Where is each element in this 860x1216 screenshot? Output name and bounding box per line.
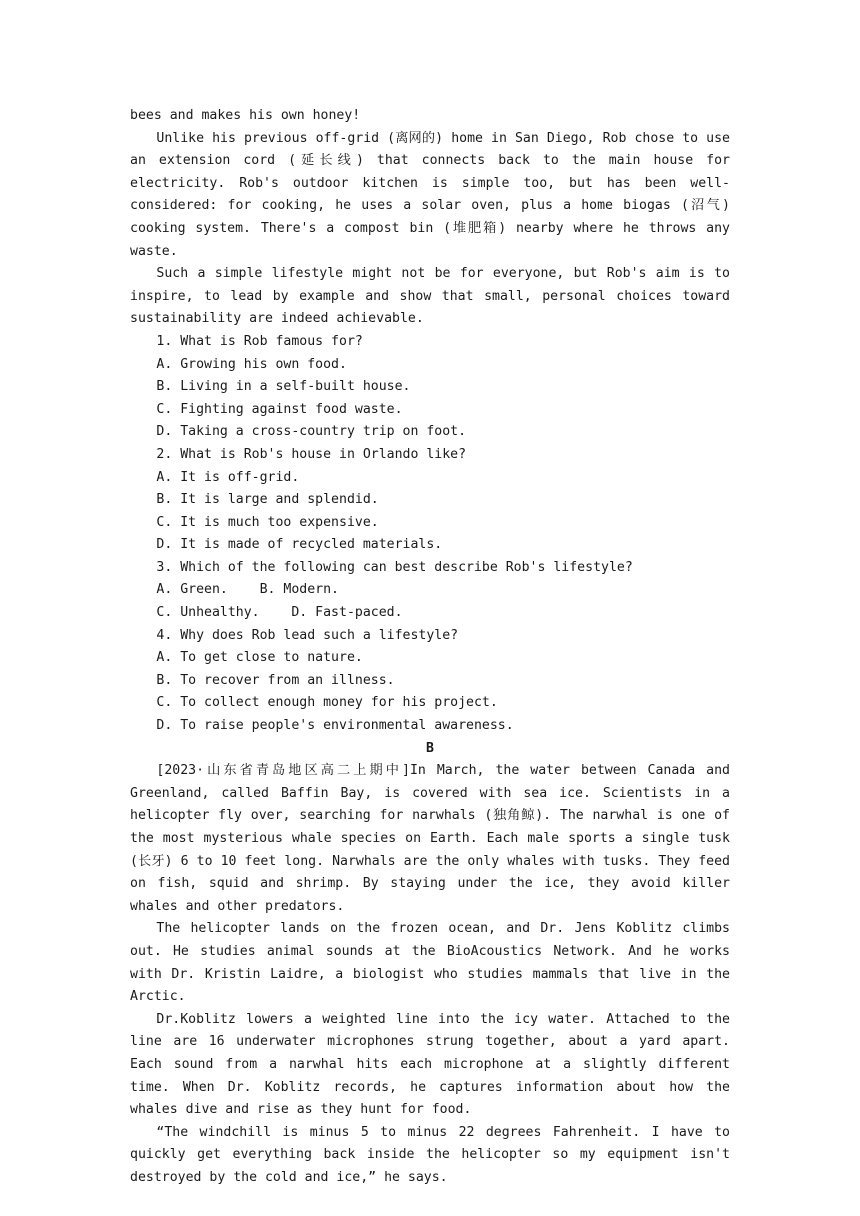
passage-b-paragraph: [2023·山东省青岛地区高二上期中]In March, the water between Canada and Greenland, called Baffin Bay, is covered with sea ice. Scientists in a helicopter fly over, searching for narwhals (独角鲸). The narwhal is one of the most mysterious whale species on Earth. Each male sports a single tusk (长牙) 6 to 10 feet long. Narwhals are the only whales with tusks. They feed on fish, squid and shrimp. By staying under the ice, they avoid killer whales and other predators. — [130, 763, 730, 914]
document-page — [130, 105, 730, 1190]
answer-option: D. It is made of recycled materials. — [156, 537, 443, 553]
answer-option: A. To get close to nature. — [156, 650, 363, 666]
answer-option: D. Taking a cross-country trip on foot. — [156, 424, 467, 440]
answer-option: A. Growing his own food. — [156, 356, 347, 372]
question-stem: 1. What is Rob famous for? — [156, 333, 363, 349]
answer-option: B. To recover from an illness. — [156, 672, 395, 688]
question-4 — [130, 625, 730, 738]
question-3 — [130, 557, 730, 625]
answer-option: A. It is off-grid. — [156, 469, 300, 485]
answer-option: B. It is large and splendid. — [156, 492, 379, 508]
passage-b-paragraph: Dr.Koblitz lowers a weighted line into the icy water. Attached to the line are 16 underwater microphones strung together, about a yard apart. Each sound from a narwhal hits each microphone at a slightly different time. When Dr. Koblitz records, he captures information about how the whales dive and rise as they hunt for food. — [130, 1011, 730, 1118]
question-stem: 2. What is Rob's house in Orlando like? — [156, 446, 467, 462]
answer-option: B. Living in a self-built house. — [156, 379, 411, 395]
passage-a-paragraph: Such a simple lifestyle might not be for everyone, but Rob's aim is to inspire, to lead by example and show that small, personal choices toward sustainability are indeed achievable. — [130, 266, 730, 327]
question-stem: 3. Which of the following can best describe Rob's lifestyle? — [156, 559, 633, 575]
section-label-b: B — [426, 740, 434, 756]
answer-option: A. Green. B. Modern. — [156, 582, 340, 598]
passage-b-paragraph: “The windchill is minus 5 to minus 22 degrees Fahrenheit. I have to quickly get everything back inside the helicopter so my equipment isn't destroyed by the cold and ice,” he says. — [130, 1124, 730, 1185]
answer-option: C. To collect enough money for his project. — [156, 695, 498, 711]
question-1 — [130, 331, 730, 444]
passage-b-paragraph: The helicopter lands on the frozen ocean, and Dr. Jens Koblitz climbs out. He studies animal sounds at the BioAcoustics Network. And he works with Dr. Kristin Laidre, a biologist who studies mammals that live in the Arctic. — [130, 921, 730, 1005]
passage-a-paragraph: Unlike his previous off-grid (离网的) home in San Diego, Rob chose to use an extension cord (延长线) that connects back to the main house for electricity. Rob's outdoor kitchen is simple too, but has been well-considered: for cooking, he uses a solar oven, plus a home biogas (沼气) cooking system. There's a compost bin (堆肥箱) nearby where he throws any waste. — [130, 130, 730, 259]
question-stem: 4. Why does Rob lead such a lifestyle? — [156, 627, 459, 643]
passage-a-paragraph: bees and makes his own honey! — [130, 108, 361, 123]
answer-option: C. Fighting against food waste. — [156, 401, 403, 417]
answer-option: D. To raise people's environmental awareness. — [156, 718, 514, 734]
question-2 — [130, 444, 730, 557]
answer-option: C. Unhealthy. D. Fast-paced. — [156, 605, 403, 621]
answer-option: C. It is much too expensive. — [156, 514, 379, 530]
